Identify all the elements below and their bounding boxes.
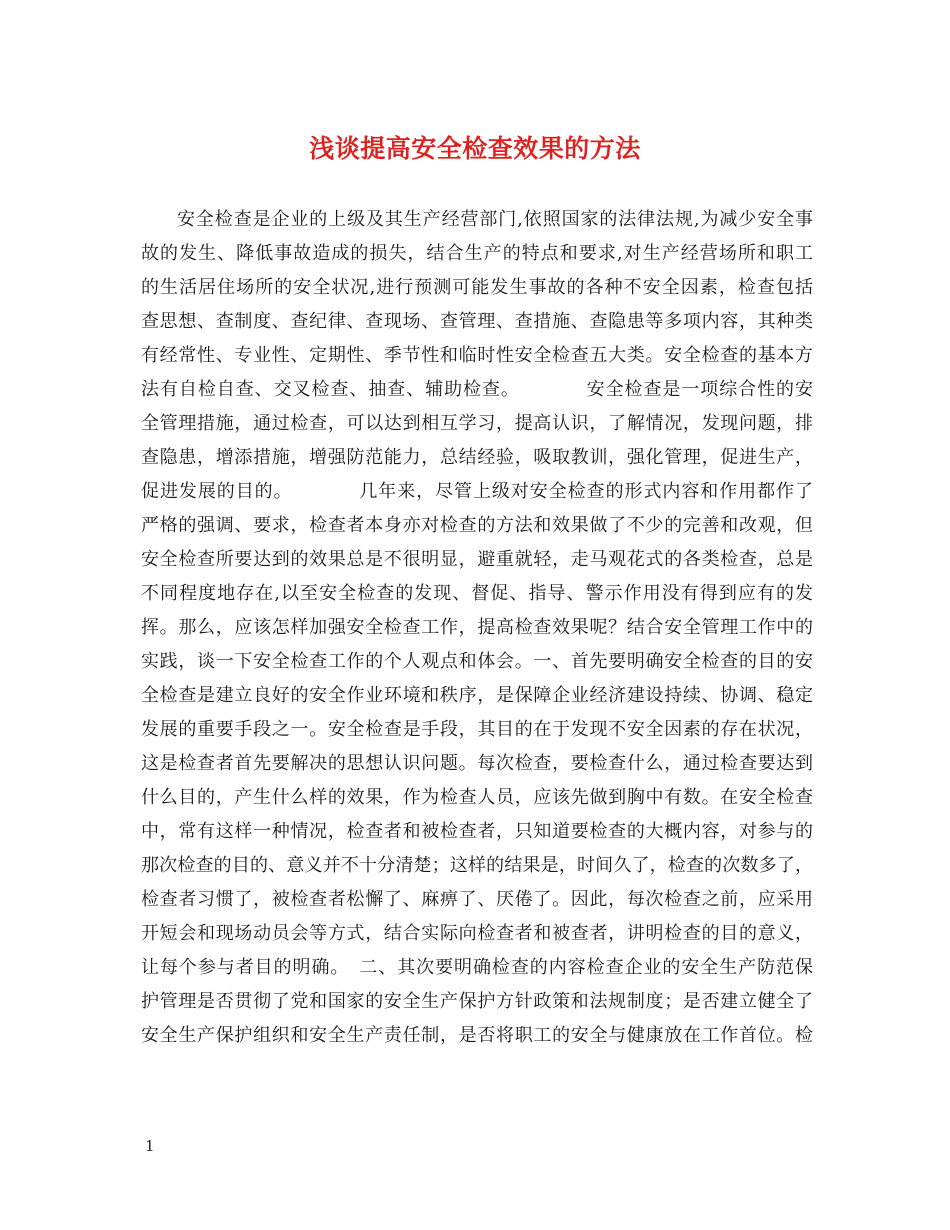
- paragraph-line: 什么目的，产生什么样的效果，作为检查人员，应该先做到胸中有数。在安全检查: [141, 787, 813, 808]
- paragraph-line: 故的发生、降低事故造成的损失，结合生产的特点和要求,对生产经营场所和职工: [141, 243, 813, 264]
- paragraph-line: 查隐患，增添措施，增强防范能力，总结经验，吸取教训，强化管理，促进生产，: [141, 447, 813, 468]
- paragraph-line: 这是检查者首先要解决的思想认识问题。每次检查，要检查什么，通过检查要达到: [141, 753, 813, 774]
- paragraph-line: 让每个参与者目的明确。 二、其次要明确检查的内容检查企业的安全生产防范保: [141, 957, 813, 978]
- paragraph-line: 开短会和现场动员会等方式，结合实际向检查者和被查者，讲明检查的目的意义，: [141, 923, 813, 944]
- paragraph-line: 严格的强调、要求，检查者本身亦对检查的方法和效果做了不少的完善和改观，但: [141, 515, 813, 536]
- page-number: 1: [145, 1137, 155, 1155]
- paragraph-line: 有经常性、专业性、定期性、季节性和临时性安全检查五大类。安全检查的基本方: [141, 345, 813, 366]
- paragraph-line: 实践，谈一下安全检查工作的个人观点和体会。一、首先要明确安全检查的目的安: [141, 651, 813, 672]
- paragraph-line: 安全生产保护组织和安全生产责任制，是否将职工的安全与健康放在工作首位。检: [141, 1025, 813, 1046]
- paragraph-line: 查思想、查制度、查纪律、查现场、查管理、查措施、查隐患等多项内容，其种类: [141, 311, 813, 332]
- paragraph-line: 挥。那么，应该怎样加强安全检查工作，提高检查效果呢？结合安全管理工作中的: [141, 617, 813, 638]
- paragraph-line: 全管理措施，通过检查，可以达到相互学习，提高认识，了解情况，发现问题，排: [141, 413, 813, 434]
- paragraph-line: 促进发展的目的。 几年来，尽管上级对安全检查的形式内容和作用都作了: [141, 481, 813, 502]
- paragraph-line: 安全检查是企业的上级及其生产经营部门,依照国家的法律法规,为减少安全事: [177, 209, 813, 230]
- paragraph-line: 中，常有这样一种情况，检查者和被检查者，只知道要检查的大概内容，对参与的: [141, 821, 813, 842]
- paragraph-line: 检查者习惯了，被检查者松懈了、麻痹了、厌倦了。因此，每次检查之前，应采用: [141, 889, 813, 910]
- paragraph-line: 安全检查所要达到的效果总是不很明显，避重就轻，走马观花式的各类检查，总是: [141, 549, 813, 570]
- paragraph-line: 那次检查的目的、意义并不十分清楚；这样的结果是，时间久了，检查的次数多了，: [141, 855, 813, 876]
- paragraph-line: 法有自检自查、交叉检查、抽查、辅助检查。 安全检查是一项综合性的安: [141, 379, 813, 400]
- paragraph-line: 护管理是否贯彻了党和国家的安全生产保护方针政策和法规制度；是否建立健全了: [141, 991, 813, 1012]
- paragraph-line: 的生活居住场所的安全状况,进行预测可能发生事故的各种不安全因素，检查包括: [141, 277, 813, 298]
- paragraph-line: 不同程度地存在,以至安全检查的发现、督促、指导、警示作用没有得到应有的发: [141, 583, 813, 604]
- paragraph-line: 全检查是建立良好的安全作业环境和秩序，是保障企业经济建设持续、协调、稳定: [141, 685, 813, 706]
- paragraph-line: 发展的重要手段之一。安全检查是手段，其目的在于发现不安全因素的存在状况，: [141, 719, 813, 740]
- document-title: 浅谈提高安全检查效果的方法: [309, 134, 641, 163]
